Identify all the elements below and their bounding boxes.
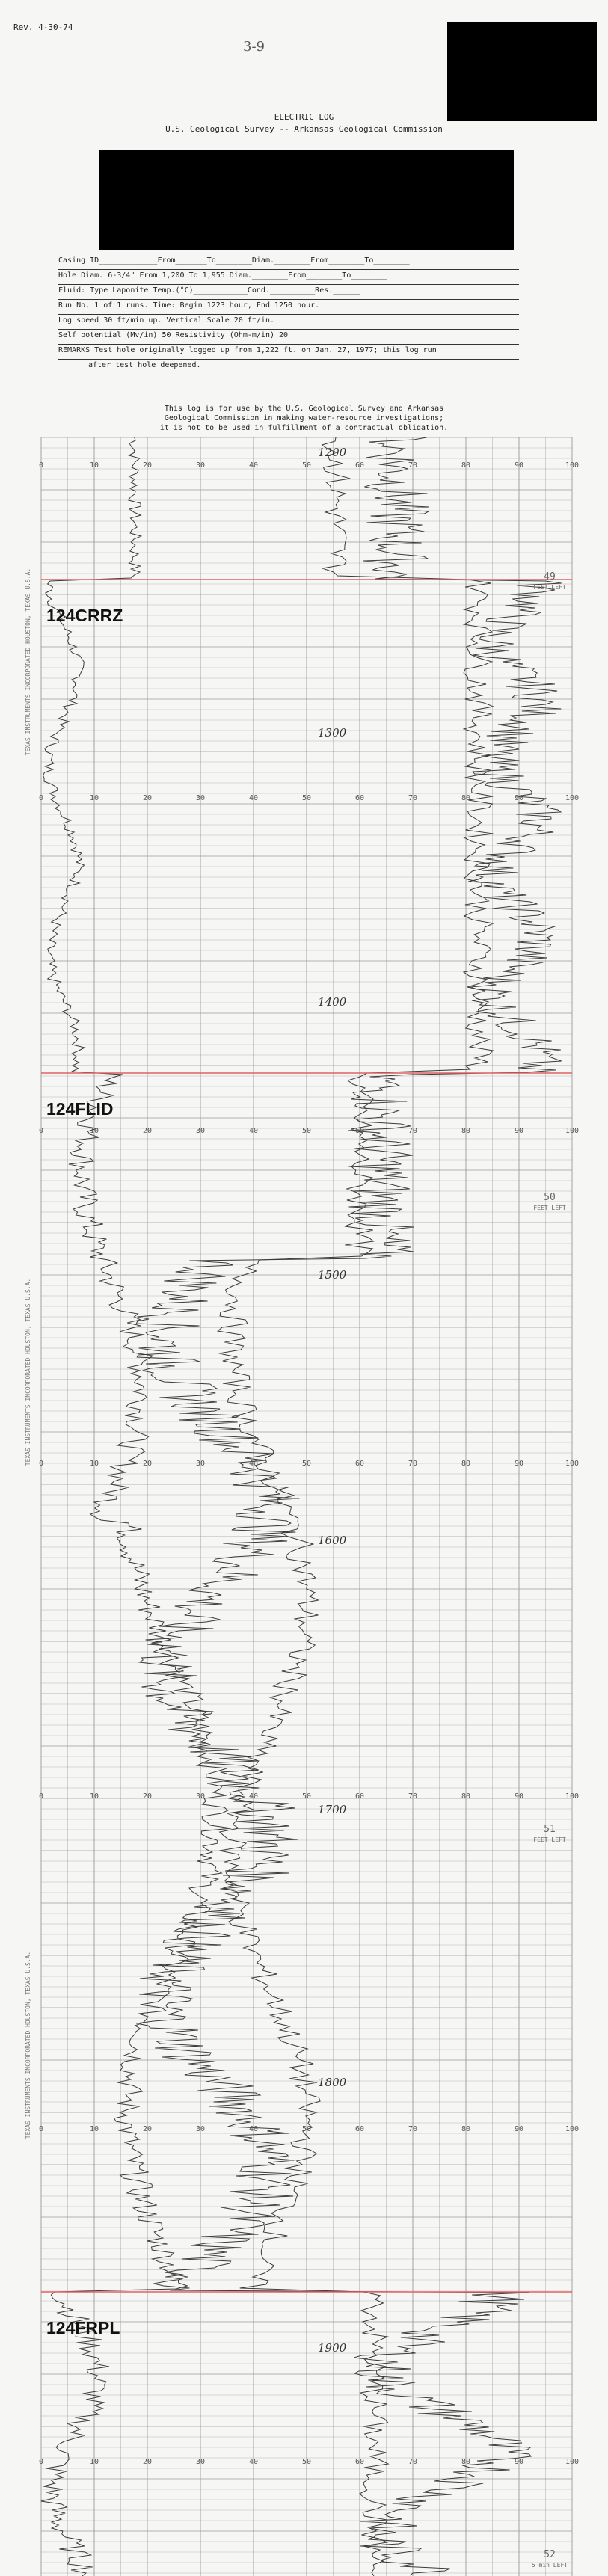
scale-tick-label: 60 <box>354 461 365 470</box>
scale-tick-label: 70 <box>408 794 418 802</box>
scale-tick-label: 90 <box>514 794 524 802</box>
scale-tick-label: 40 <box>248 1460 259 1468</box>
page-mark-number: 51 <box>544 1824 556 1835</box>
scale-tick-label: 50 <box>301 461 312 470</box>
depth-label: 1400 <box>318 995 347 1009</box>
scale-tick-label: 20 <box>142 794 153 802</box>
scale-tick-label: 30 <box>195 461 206 470</box>
electric-log-strip <box>22 437 587 2576</box>
scale-tick-label: 40 <box>248 461 259 470</box>
sp-trace <box>38 437 231 2576</box>
self-potential-row: Self potential (Mv/in) 50 Resistivity (Ohm-m/in) 20 <box>58 329 519 345</box>
scale-tick-label: 80 <box>461 1460 471 1468</box>
scale-tick-label: 0 <box>38 1460 44 1468</box>
scale-tick-label: 100 <box>565 794 580 802</box>
scale-tick-label: 100 <box>565 461 580 470</box>
scale-tick-label: 50 <box>301 1460 312 1468</box>
depth-label: 1800 <box>318 2076 347 2089</box>
depth-label: 1900 <box>318 2341 347 2355</box>
scale-tick-label: 10 <box>89 2125 99 2133</box>
scale-tick-label: 80 <box>461 461 471 470</box>
scale-tick-label: 70 <box>408 2125 418 2133</box>
margin-text: TEXAS INSTRUMENTS INCORPORATED HOUSTON, TEXAS U.S.A. <box>25 1951 31 2139</box>
scale-tick-label: 60 <box>354 2125 365 2133</box>
revision-label: Rev. 4-30-74 <box>13 22 73 32</box>
log-annotations <box>25 446 579 2569</box>
log-title: ELECTRIC LOG <box>274 112 334 122</box>
scale-tick-label: 10 <box>89 1127 99 1135</box>
page-mark-number: 50 <box>544 1192 556 1203</box>
scale-tick-label: 30 <box>195 1460 206 1468</box>
scale-tick-label: 40 <box>248 1127 259 1135</box>
scale-tick-label: 100 <box>565 1460 580 1468</box>
scale-tick-label: 100 <box>565 2458 580 2466</box>
scale-tick-label: 10 <box>89 1460 99 1468</box>
casing-row: Casing ID_____________From_______To________Diam.________From________To________ <box>58 254 519 270</box>
scale-tick-label: 20 <box>142 2125 153 2133</box>
log-speed-row: Log speed 30 ft/min up. Vertical Scale 20 ft/in. <box>58 314 519 330</box>
page-mark-text: FEET LEFT <box>533 584 566 591</box>
header-fields <box>58 254 519 404</box>
scale-tick-label: 0 <box>38 1792 44 1801</box>
scale-tick-label: 30 <box>195 794 206 802</box>
scale-tick-label: 80 <box>461 2458 471 2466</box>
scale-tick-label: 0 <box>38 2458 44 2466</box>
handwritten-id: 3-9 <box>243 39 265 55</box>
page-mark-text: FEET LEFT <box>533 1205 566 1211</box>
scale-tick-label: 60 <box>354 1792 365 1801</box>
scale-tick-label: 40 <box>248 794 259 802</box>
scale-tick-label: 80 <box>461 2125 471 2133</box>
scale-tick-label: 80 <box>461 1127 471 1135</box>
usage-notice: This log is for use by the U.S. Geological Survey and Arkansas Geological Commission in making water-resource investigations; it is not to be used in fulfillment of a contractual obligation. <box>159 405 449 432</box>
depth-label: 1300 <box>318 726 347 740</box>
scale-tick-label: 0 <box>38 1127 44 1135</box>
scale-tick-label: 100 <box>565 1792 580 1801</box>
scale-tick-label: 40 <box>248 2458 259 2466</box>
scale-tick-label: 80 <box>461 1792 471 1801</box>
scale-tick-label: 90 <box>514 1460 524 1468</box>
remarks-row: REMARKS Test hole originally logged up from 1,222 ft. on Jan. 27, 1977; this log run <box>58 344 519 360</box>
scale-tick-label: 50 <box>301 2125 312 2133</box>
redaction-box-header <box>99 150 514 250</box>
fluid-row: Fluid: Type Laponite Temp.(°C)____________Cond.__________Res.______ <box>58 284 519 300</box>
scale-tick-label: 40 <box>248 2125 259 2133</box>
page-mark-number: 49 <box>544 571 556 582</box>
scale-tick-label: 50 <box>301 794 312 802</box>
scale-tick-label: 10 <box>89 1792 99 1801</box>
hole-row: Hole Diam. 6-3/4" From 1,200 To 1,955 Diam.________From________To________ <box>58 269 519 285</box>
log-traces <box>38 437 562 2576</box>
scale-tick-label: 20 <box>142 1792 153 1801</box>
scale-tick-label: 90 <box>514 1127 524 1135</box>
resistivity-trace-2 <box>218 437 494 2576</box>
scale-tick-label: 100 <box>565 1127 580 1135</box>
scale-tick-label: 90 <box>514 1792 524 1801</box>
scale-tick-label: 60 <box>354 1127 365 1135</box>
scale-tick-label: 70 <box>408 2458 418 2466</box>
scale-tick-label: 0 <box>38 461 44 470</box>
depth-label: 1200 <box>318 446 347 459</box>
scale-tick-label: 20 <box>142 461 153 470</box>
scale-tick-label: 30 <box>195 1127 206 1135</box>
formation-marker-label: 124FRPL <box>46 2318 120 2337</box>
scale-tick-label: 60 <box>354 794 365 802</box>
scale-tick-label: 70 <box>408 461 418 470</box>
redaction-box-top-right <box>447 22 597 121</box>
page-mark-text: 5 min LEFT <box>531 2562 568 2569</box>
scale-tick-label: 90 <box>514 2125 524 2133</box>
page-mark-text: FEET LEFT <box>533 1836 566 1843</box>
scale-tick-label: 0 <box>38 2125 44 2133</box>
scale-tick-label: 70 <box>408 1460 418 1468</box>
scale-tick-label: 30 <box>195 2458 206 2466</box>
scale-tick-label: 60 <box>354 2458 365 2466</box>
scale-tick-label: 70 <box>408 1127 418 1135</box>
depth-label: 1600 <box>318 1534 347 1547</box>
depth-label: 1500 <box>318 1268 347 1282</box>
scale-tick-label: 30 <box>195 1792 206 1801</box>
scale-tick-label: 50 <box>301 1792 312 1801</box>
scale-tick-label: 90 <box>514 461 524 470</box>
margin-text: TEXAS INSTRUMENTS INCORPORATED HOUSTON, TEXAS U.S.A. <box>25 568 31 756</box>
margin-text: TEXAS INSTRUMENTS INCORPORATED HOUSTON, TEXAS U.S.A. <box>25 1278 31 1466</box>
log-subtitle: U.S. Geological Survey -- Arkansas Geological Commission <box>165 124 443 134</box>
depth-label: 1700 <box>318 1803 347 1816</box>
scale-tick-label: 30 <box>195 2125 206 2133</box>
formation-marker-label: 124CRRZ <box>46 606 123 625</box>
scale-tick-label: 40 <box>248 1792 259 1801</box>
log-grid <box>38 437 572 2576</box>
scale-tick-label: 20 <box>142 1460 153 1468</box>
scale-tick-label: 10 <box>89 461 99 470</box>
scale-tick-label: 80 <box>461 794 471 802</box>
scale-tick-label: 60 <box>354 1460 365 1468</box>
scale-tick-label: 100 <box>565 2125 580 2133</box>
scale-tick-label: 0 <box>38 794 44 802</box>
run-row: Run No. 1 of 1 runs. Time: Begin 1223 hour, End 1250 hour. <box>58 299 519 315</box>
scale-tick-label: 20 <box>142 1127 153 1135</box>
remarks-row-2: after test hole deepened. <box>88 361 201 369</box>
scale-tick-label: 10 <box>89 794 99 802</box>
scale-tick-label: 70 <box>408 1792 418 1801</box>
scale-tick-label: 50 <box>301 1127 312 1135</box>
scale-tick-label: 50 <box>301 2458 312 2466</box>
scale-tick-label: 90 <box>514 2458 524 2466</box>
scale-tick-label: 20 <box>142 2458 153 2466</box>
page-mark-number: 52 <box>544 2549 556 2560</box>
formation-marker-label: 124FLID <box>46 1099 114 1119</box>
scale-tick-label: 10 <box>89 2458 99 2466</box>
